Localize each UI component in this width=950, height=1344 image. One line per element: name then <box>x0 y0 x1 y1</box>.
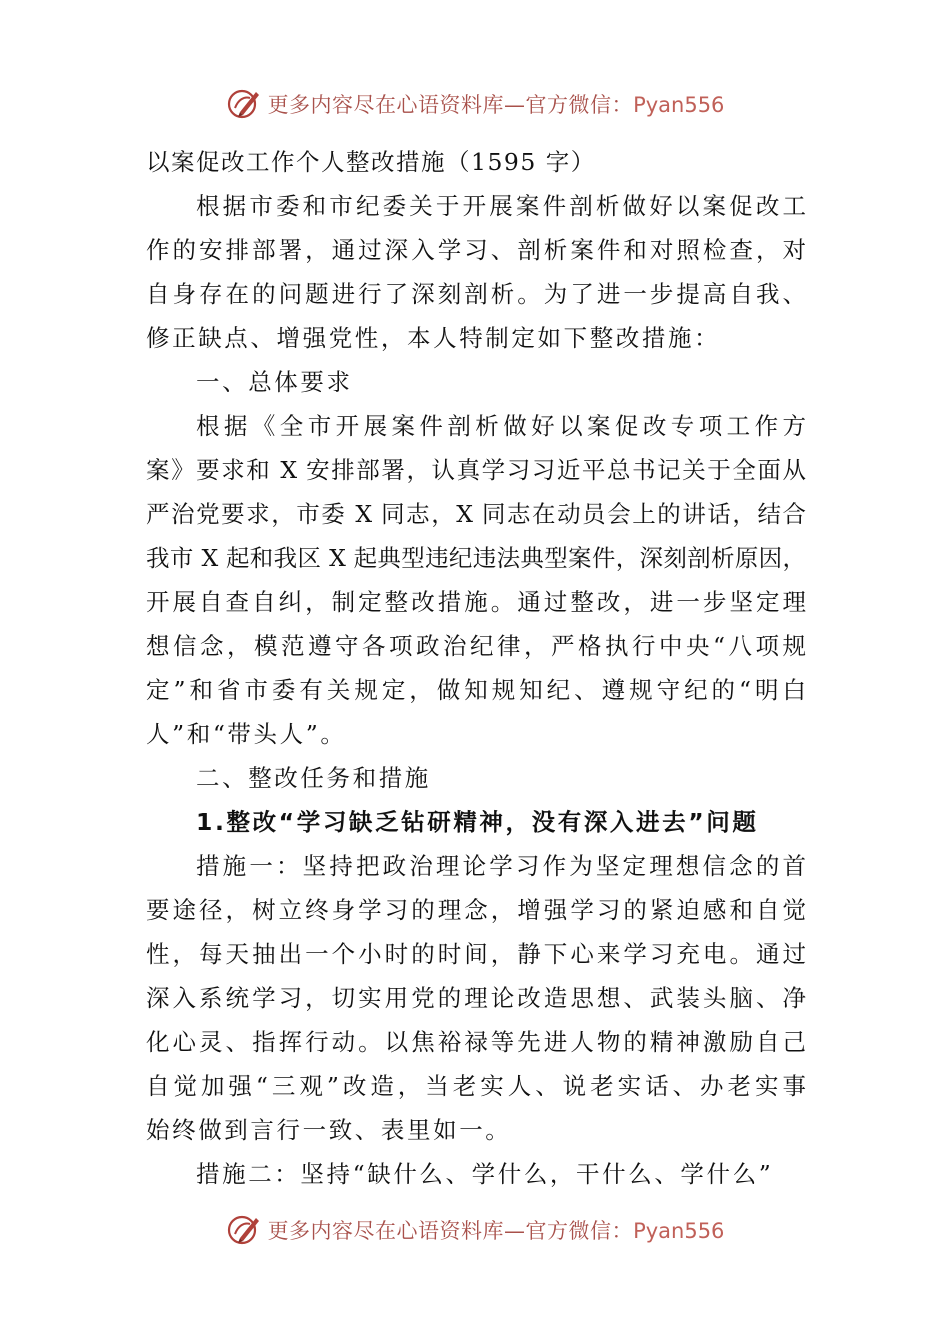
paragraph-line: 修正缺点、增强党性，本人特制定如下整改措施： <box>146 324 721 352</box>
document-title: 以案促改工作个人整改措施（1595 字） <box>146 148 596 176</box>
section-heading: 二、整改任务和措施 <box>196 764 431 792</box>
section-heading: 一、总体要求 <box>196 368 353 396</box>
banner-text: 更多内容尽在心语资料库—官方微信：Pyan556 <box>267 1219 725 1243</box>
paragraph-line: 化心灵、指挥行动。以焦裕禄等先进人物的精神激励自己 <box>146 1028 806 1056</box>
banner-handle: Pyan556 <box>633 93 725 117</box>
header-watermark-banner <box>0 80 950 128</box>
paragraph-line: 性，每天抽出一个小时的时间，静下心来学习充电。通过 <box>146 940 806 968</box>
paragraph-line: 我市 X 起和我区 X 起典型违纪违法典型案件，深刻剖析原因， <box>146 544 806 572</box>
paragraph-line: 根据《全市开展案件剖析做好以案促改专项工作方 <box>196 412 806 440</box>
paragraph-line: 严治党要求，市委 X 同志，X 同志在动员会上的讲话，结合 <box>146 500 806 528</box>
paragraph-line: 开展自查自纠，制定整改措施。通过整改，进一步坚定理 <box>146 588 806 616</box>
paragraph-line: 定”和省市委有关规定，做知规知纪、遵规守纪的“明白 <box>146 676 806 704</box>
paragraph-line: 根据市委和市纪委关于开展案件剖析做好以案促改工 <box>196 192 806 220</box>
paragraph-line: 深入系统学习，切实用党的理论改造思想、武装头脑、净 <box>146 984 806 1012</box>
banner-text: 更多内容尽在心语资料库—官方微信：Pyan556 <box>267 93 725 117</box>
pen-logo-icon <box>226 86 262 122</box>
paragraph-line: 想信念，模范遵守各项政治纪律，严格执行中央“八项规 <box>146 632 806 660</box>
paragraph-line: 自身存在的问题进行了深刻剖析。为了进一步提高自我、 <box>146 280 806 308</box>
paragraph-line: 始终做到言行一致、表里如一。 <box>146 1116 512 1144</box>
footer-watermark-banner <box>0 1206 950 1254</box>
paragraph-line: 措施一：坚持把政治理论学习作为坚定理想信念的首 <box>196 852 806 880</box>
banner-handle: Pyan556 <box>633 1219 725 1243</box>
paragraph-line: 自觉加强“三观”改造，当老实人、说老实话、办老实事 <box>146 1072 806 1100</box>
document-body <box>146 140 806 1196</box>
paragraph-line: 措施二：坚持“缺什么、学什么，干什么、学什么” <box>196 1160 774 1188</box>
pen-logo-icon <box>226 1212 262 1248</box>
paragraph-line: 案》要求和 X 安排部署，认真学习习近平总书记关于全面从 <box>146 456 806 484</box>
paragraph-line: 作的安排部署，通过深入学习、剖析案件和对照检查，对 <box>146 236 806 264</box>
subsection-heading: 1.整改“学习缺乏钻研精神，没有深入进去”问题 <box>196 808 759 836</box>
paragraph-line: 人”和“带头人”。 <box>146 720 347 748</box>
paragraph-line: 要途径，树立终身学习的理念，增强学习的紧迫感和自觉 <box>146 896 806 924</box>
